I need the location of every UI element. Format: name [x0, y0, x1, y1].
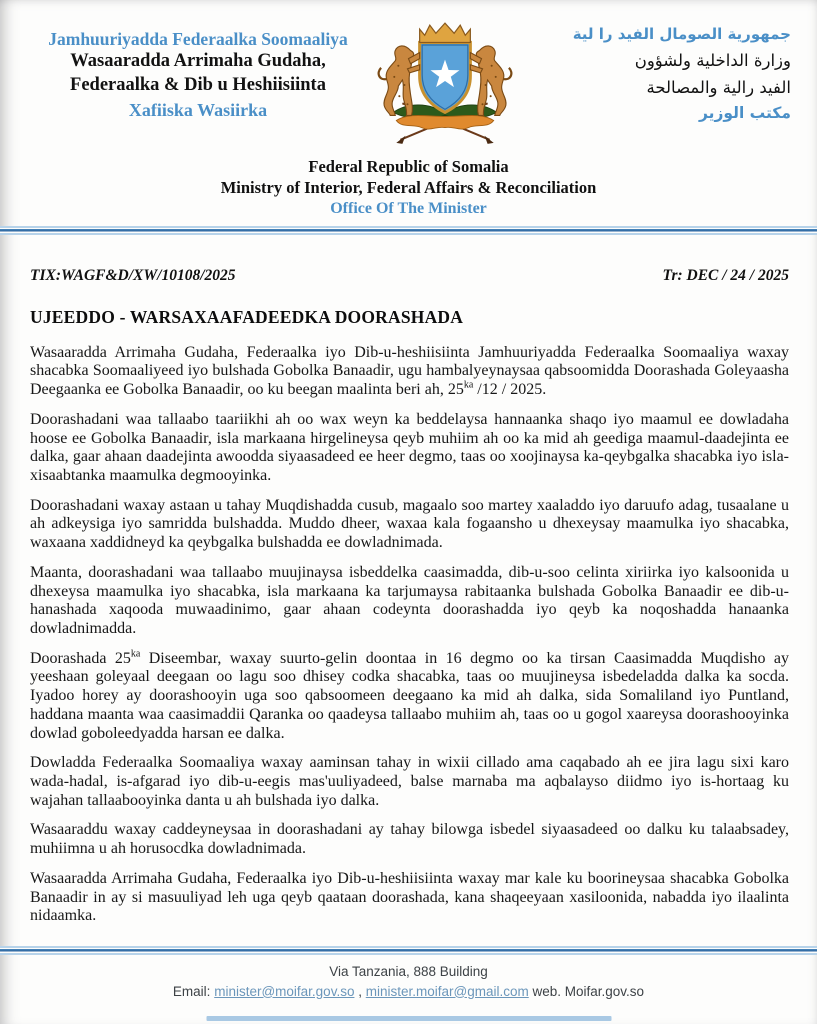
ministry-name-somali-line1: Wasaaradda Arrimaha Gudaha, [70, 51, 326, 72]
body-paragraph: Doorashada $25^{ka}$ Diseembar, waxay suurto-gelin doontaa in 16 degmo oo ka tirsan Caasimadda Muqdisho ay yeeshaan goleyaal deegaan oo lagu soo dhisey codka shacabka, taas oo muujineysa isbedeladda dalka ka socda. Iyadoo horey ay doorashooyin uga soo qabsoomeen deegaano ka mid ah dalka, sida Somaliland iyo Puntland, haddana maanta waa caasimaddii Qaranka oo qaadeysa tallaabo muhiim ah, taas oo u gogol xaareysa doorashooyinka dowlad goboleedyadda harsan ee dalka. [30, 648, 789, 742]
somalia-coat-of-arms-icon [374, 20, 516, 152]
ministry-name-somali-line2: Federaalka & Dib u Heshiisiinta [70, 75, 326, 96]
reference-number: TIX:WAGF&D/XW/10108/2025 [30, 266, 236, 284]
office-name-english: Office Of The Minister [330, 199, 487, 217]
office-name-arabic: مكتب الوزير [699, 104, 791, 123]
body-paragraph: Maanta, doorashadani waa tallaabo muujinaysa isbeddelka caasimadda, dib-u-soo celinta xiriirka iyo kalsoonida u dhexeysa maamulka iyo shacabka, isla markaana ka tarjumaysa rabitaanka bulshada Gobolka Banaadir ee dib-u-hanashada xaqooda muwaadinimo, gaar ahaan codeynta doorashadda iyo qeyb ka noqoshadda hanaanka dowladnimadda. [30, 563, 789, 638]
republic-name-arabic: جمهورية الصومال الفيد را لية [572, 25, 791, 43]
document-body [30, 344, 789, 926]
header-divider-rule [0, 226, 817, 235]
email-label: Email: [172, 983, 211, 999]
bottom-accent-line [206, 1016, 611, 1021]
email-separator: , [358, 983, 362, 999]
letterhead-arabic-block [523, 20, 791, 127]
footer-contact-line [0, 982, 817, 1002]
body-paragraph: Wasaaradda Arrimaha Gudaha, Federaalka iyo Dib-u-heshiisiinta waxay mar kale ku boorineysaa shacabka Gobolka Banaadir in ay si masuuliyad leh uga qeyb qaataan doorashada, kana shaqeeyaan xasiloonida, nabadda iyo ilaalinta nidaamka. [30, 869, 789, 925]
reference-date: Tr: DEC / 24 / 2025 [662, 266, 789, 284]
ministry-name-arabic-line1: وزارة الداخلية ولشؤون [634, 50, 791, 70]
letterhead-english-block [0, 156, 817, 220]
email-link-secondary[interactable]: minister.moifar@gmail.com [365, 983, 529, 999]
republic-name-somali: Jamhuuriyadda Federaalka Soomaaliya [48, 29, 348, 49]
document-title: UJEEDDO - WARSAXAAFADEEDKA DOORASHADA [30, 306, 464, 327]
footer-text [0, 955, 817, 1003]
office-name-somali: Xafiiska Wasiirka [128, 99, 268, 120]
body-paragraph: Doorashadani waxay astaan u tahay Muqdishadda cusub, magaalo soo martey xaaladdo iyo daruufo adag, tusaalane u ah adkeysiga iyo samridda bulshadda. Muddo dheer, waxaa kala fogaansho u dhexeysay maamulka iyo shacabka, waxaana xaddidneyd ka qeybgalka bulshadda ee dowladnimada. [30, 496, 789, 552]
republic-name-english: Federal Republic of Somalia [308, 157, 509, 176]
body-paragraph: Wasaaraddu waxay caddeyneysaa in doorashadani ay tahay bilowga isbedel siyaasadeed oo dalku ku talaabsadey, muhiimna u ah horusocdka dowladnimada. [30, 821, 789, 858]
document-footer [0, 946, 817, 1024]
reference-row [30, 267, 789, 285]
ministry-name-english: Ministry of Interior, Federal Affairs & Reconciliation [220, 178, 597, 198]
ministry-name-arabic-line2: الفيد رالية والمصالحة [646, 77, 791, 97]
body-paragraph: Wasaaradda Arrimaha Gudaha, Federaalka iyo Dib-u-heshiisiinta Jamhuuriyadda Federaalka Soomaaliya waxay shacabka Soomaaliyeed iyo bulshada Gobolka Banaadir, ugu hambalyeynaysaa qabsoomidda Doorashada Goleyaasha Deegaanka ee Gobolka Banaadir, oo ku beegan maalinta beri ah, $25^{ka}$ /12 / 2025. [30, 343, 789, 399]
body-paragraph: Dowladda Federaalka Soomaaliya waxay aaminsan tahay in wixii cillado ama caqabado ah ee jira lagu sixi karo wada-hadal, is-afgarad iyo dib-u-eegis mas'uuliyadeed, balse marnaba ma aqbalayso diidmo iyo is-hortaag ku wajahan tallaabooyinka danta u ah bulshada iyo dalka. [30, 754, 789, 809]
footer-divider-rule [0, 946, 817, 955]
body-paragraph: Doorashadani waa tallaabo taariikhi ah oo wax weyn ka beddelaysa hannaanka shaqo iyo maamul ee dowladaha hoose ee Gobolka Banaadir, isla markaana hirgelineysa qeyb muhiim ah oo ka mid ah geediga maamul-daadejinta ee dalka, gaar ahaan daadejinta awoodda siyaasadeed ee heer degmo, taas oo xoojinaysa ka-qeybgalka shacabka iyo isla-xisaabtanka maamulka degmooyinka. [30, 410, 789, 484]
website-text: web. Moifar.gov.so [532, 983, 645, 999]
letterhead-somali-block [30, 20, 366, 122]
letterhead [0, 0, 817, 152]
footer-address: Via Tanzania, 888 Building [329, 963, 488, 979]
document-content [0, 235, 817, 926]
email-link-primary[interactable]: minister@moifar.gov.so [214, 983, 355, 999]
